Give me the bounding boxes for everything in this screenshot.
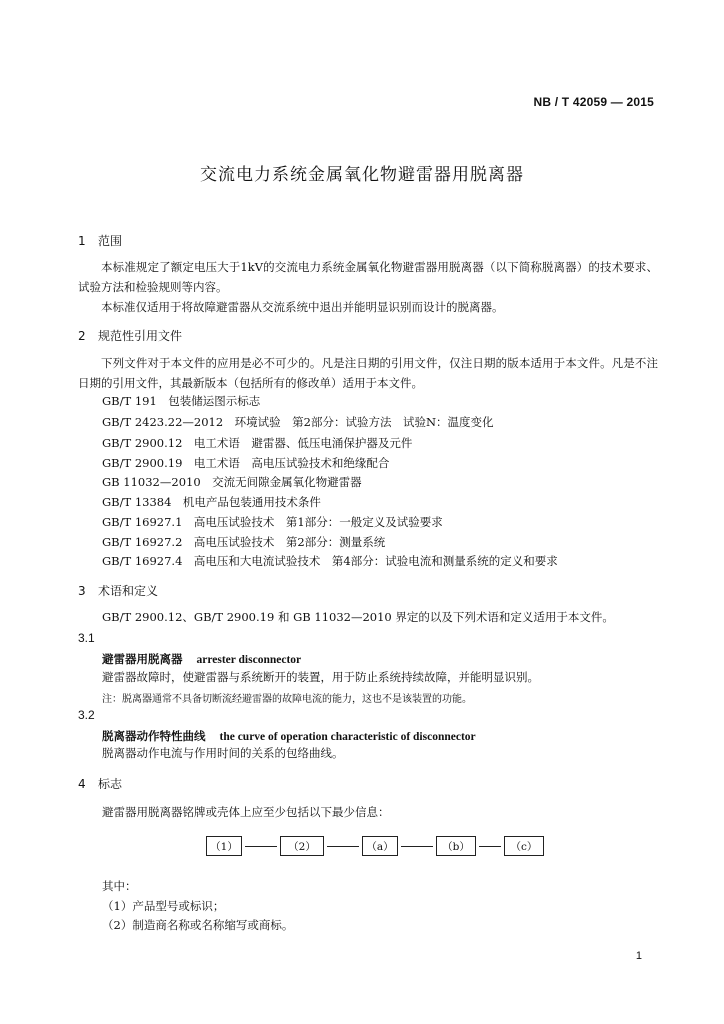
section-number: 3 [78, 584, 86, 598]
marking-box: （b） [436, 836, 476, 856]
term-zh: 脱离器动作特性曲线 [102, 729, 206, 743]
section-4-paragraph-1: 避雷器用脱离器铭牌或壳体上应至少包括以下最少信息： [102, 805, 390, 819]
reference-item: GB/T 2900.19 电工术语 高电压试验技术和绝缘配合 [102, 456, 390, 470]
section-title: 范围 [98, 234, 123, 248]
term-en: the curve of operation characteristic of disconnector [219, 731, 476, 743]
standard-number: NB / T 42059 — 2015 [533, 95, 654, 109]
section-4-heading [78, 775, 122, 792]
reference-item: GB/T 2900.12 电工术语 避雷器、低压电涌保护器及元件 [102, 436, 413, 450]
marking-item: （2）制造商名称或名称缩写或商标。 [102, 918, 294, 932]
marking-dash [401, 846, 433, 847]
section-1-paragraph-2: 本标准仅适用于将故障避雷器从交流系统中退出并能明显识别而设计的脱离器。 [101, 300, 504, 314]
reference-item: GB/T 2423.22—2012 环境试验 第2部分：试验方法 试验N：温度变化 [102, 415, 494, 429]
term-en: arrester disconnector [196, 654, 302, 666]
reference-item: GB/T 16927.4 高电压和大电流试验技术 第4部分：试验电流和测量系统的定义和要求 [102, 554, 558, 568]
section-number: 2 [78, 329, 86, 343]
section-2-paragraph-1: 下列文件对于本文件的应用是必不可少的。凡是注日期的引用文件，仅注日期的版本适用于本文件。凡是不注日期的引用文件，其最新版本（包括所有的修改单）适用于本文件。 [78, 356, 658, 390]
marking-box: （2） [280, 836, 324, 856]
term-3-1-note: 注：脱离器通常不具备切断流经避雷器的故障电流的能力，这也不是该装置的功能。 [102, 694, 472, 705]
marking-box: （1） [206, 836, 242, 856]
section-2-heading [78, 327, 182, 344]
marking-dash [245, 846, 277, 847]
marking-dash [327, 846, 359, 847]
marking-box: （c） [504, 836, 544, 856]
section-3-heading [78, 582, 158, 599]
among-label: 其中： [102, 879, 137, 893]
term-zh: 避雷器用脱离器 [102, 652, 183, 666]
section-number: 4 [78, 777, 86, 791]
reference-item: GB/T 16927.1 高电压试验技术 第1部分：一般定义及试验要求 [102, 515, 443, 529]
term-3-1-number: 3.1 [78, 631, 95, 645]
section-title: 标志 [98, 777, 123, 791]
reference-item: GB/T 16927.2 高电压试验技术 第2部分：测量系统 [102, 535, 386, 549]
term-3-1-definition: 避雷器故障时，使避雷器与系统断开的装置，用于防止系统持续故障，并能明显识别。 [102, 670, 539, 684]
section-number: 1 [78, 234, 86, 248]
section-3-paragraph-1: GB/T 2900.12、GB/T 2900.19 和 GB 11032—2010 界定的以及下列术语和定义适用于本文件。 [102, 610, 614, 624]
section-title: 术语和定义 [98, 584, 159, 598]
term-3-2-title [102, 728, 476, 744]
page-number: 1 [635, 950, 642, 962]
term-3-2-definition: 脱离器动作电流与作用时间的关系的包络曲线。 [102, 746, 344, 760]
reference-item: GB/T 13384 机电产品包装通用技术条件 [102, 495, 321, 509]
section-title: 规范性引用文件 [98, 329, 183, 343]
term-3-1-title [102, 651, 301, 667]
marking-dash [479, 846, 501, 847]
marking-box: （a） [362, 836, 398, 856]
marking-item: （1）产品型号或标识； [102, 899, 225, 913]
term-3-2-number: 3.2 [78, 708, 95, 722]
reference-item: GB/T 191 包装储运图示标志 [102, 394, 261, 408]
marking-format-diagram [206, 834, 544, 858]
document-title: 交流电力系统金属氧化物避雷器用脱离器 [200, 165, 524, 185]
section-1-paragraph-1: 本标准规定了额定电压大于1kV的交流电力系统金属氧化物避雷器用脱离器（以下简称脱离器）的技术要求、试验方法和检验规则等内容。 [78, 260, 658, 294]
reference-item: GB 11032—2010 交流无间隙金属氧化物避雷器 [102, 475, 362, 489]
section-1-heading [78, 232, 122, 249]
